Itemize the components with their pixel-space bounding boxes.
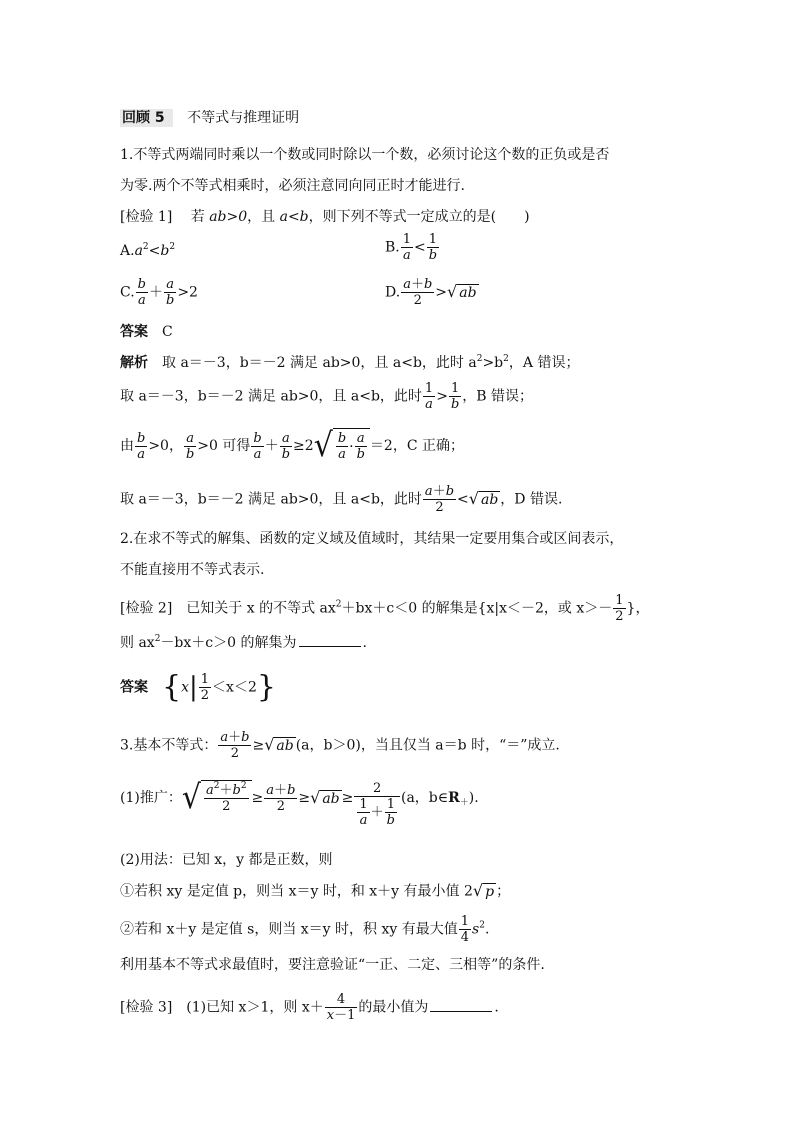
check2-answer: 答案 {x| $\frac{1}{2}$ ＜x＜2} [120,669,276,705]
check3-stem: [检验 3] (1)已知 x＞1，则 x＋ $\frac{4}{x-1}$ 的最小值为 . [120,992,499,1023]
review-header [120,108,299,128]
check1-analysis-line3: 由 $\frac{b}{a}$ >0， $\frac{a}{b}$ >0 可得 $\frac{b}{a}$ ＋ $\frac{a}{b}$ ≥2 √ b a · a b ＝2，C 正确； [120,426,464,465]
check1-analysis-line1: 解析 取 a＝－3，b＝－2 满足 ab>0，且 a<b，此时 $a^2>b^2$，A 错误； [120,354,580,371]
section2-line1: 2.在求不等式的解集、函数的定义域及值域时，其结果一定要用集合或区间表示， [120,531,624,547]
check1-option-c: C. $\frac{b}{a}$ ＋ $\frac{a}{b}$ >2 [120,277,198,308]
check2-line2: 则 $ax^2-bx+c>0$ 的解集为 . [120,634,367,651]
check1-option-b: B. $\frac{1}{a}$ < $\frac{1}{b}$ [385,232,438,263]
check2-stem: [检验 2] 已知关于 x 的不等式 $ax^2+bx+c<0$ 的解集是{x|x＜－2，或 x＞－ $\frac{1}{2}$ }， [120,593,650,624]
review-tag: 回顾 5 [120,109,173,127]
check1-option-d: D. $\frac{a+b}{2}$ >√ ab [385,277,477,308]
check1-option-a: $A.a^2<b^2$ [120,242,176,259]
section3-line1: 3.基本不等式： $\frac{a+b}{2}$ ≥√ ab (a，b＞0)，当且仅当 a＝b 时，“＝”成立. [120,730,560,761]
section3-usage: (2)用法：已知 x，y 都是正数，则 [120,852,333,868]
section3-generalization: (1)推广： √ $a^2+b^2$ 2 ≥ $\frac{a+b}{2}$ ≥√ ab ≥ 2 $\frac{1}{a}$ ＋ $\frac{1}{b}$ (a，$b\in R_+$). [120,778,479,828]
section1-line2: 为零.两个不等式相乘时，必须注意同向同正时才能进行. [120,178,465,194]
check1-analysis-line4: 取 a＝－3，b＝－2 满足 ab>0，且 a<b，此时 $\frac{a+b}{2}$ <√ ab ，D 错误. [120,484,563,515]
review-title: 不等式与推理证明 [187,110,300,126]
check1-analysis-line2: 取 a＝－3，b＝－2 满足 ab>0，且 a<b，此时 $\frac{1}{a}$ > $\frac{1}{b}$ ，B 错误； [120,381,534,412]
section3-usage-1: ①若积 xy 是定值 p，则当 x＝y 时，和 x＋y 有最小值 2√ p ； [120,881,511,900]
check1-label: [检验 1] [120,209,173,225]
check1-answer: 答案 C [120,324,173,340]
answer-blank-3 [430,1011,492,1012]
section3-usage-2: ②若和 x＋y 是定值 s，则当 x＝y 时，积 xy 有最大值 $\frac{1}{4}$ $s^2$. [120,914,490,945]
section3-note: 利用基本不等式求最值时，要注意验证“一正、二定、三相等”的条件. [120,957,545,973]
section1-line1: 1.不等式两端同时乘以一个数或同时除以一个数，必须讨论这个数的正负或是否 [120,147,610,163]
check1-stem: [检验 1] 若 ab>0，且 a<b，则下列不等式一定成立的是( ) [120,209,530,225]
answer-blank [299,646,361,647]
section2-line2: 不能直接用不等式表示. [120,562,265,578]
